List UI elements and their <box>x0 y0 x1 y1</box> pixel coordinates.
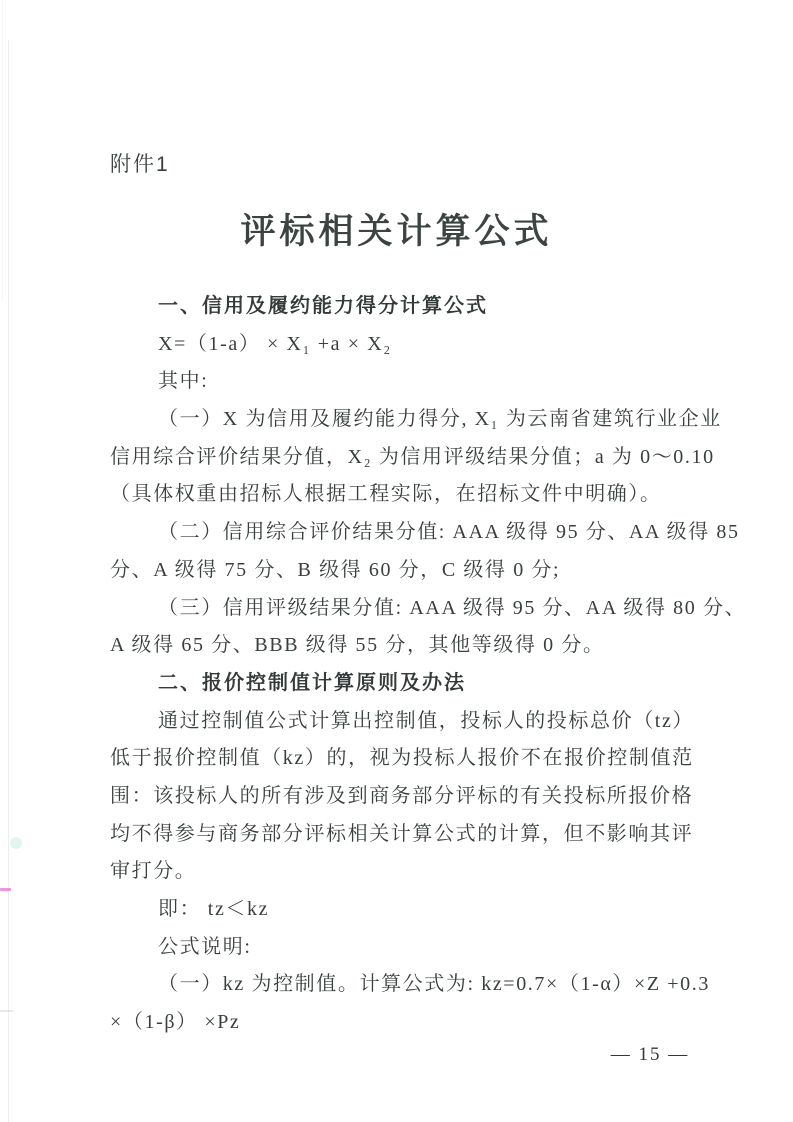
text-line: （二）信用综合评价结果分值: AAA 级得 95 分、AA 级得 85 <box>158 521 740 544</box>
text-line: 审打分。 <box>110 860 197 883</box>
scan-artifact-tick <box>0 1010 13 1012</box>
page-number: — 15 — <box>610 1044 690 1065</box>
text-line: A 级得 65 分、BBB 级得 55 分，其他等级得 0 分。 <box>110 634 605 657</box>
scan-edge-line <box>8 40 9 1122</box>
text-line: 其中: <box>158 370 209 393</box>
section-2-heading: 二、报价控制值计算原则及办法 <box>158 671 466 694</box>
formula-x: X=（1-a） × X₁ +a × X₂ <box>158 332 392 355</box>
formula-tz-kz: 即： tz＜kz <box>158 898 270 920</box>
formula-kz-cont: ×（1-β） ×Pz <box>110 1011 241 1034</box>
text-line: （一）X 为信用及履约能力得分, X₁ 为云南省建筑行业企业 <box>158 408 722 431</box>
text-line: 分、A 级得 75 分、B 级得 60 分，C 级得 0 分; <box>110 558 561 581</box>
formula-kz: （一）kz 为控制值。计算公式为: kz=0.7×（1-α）×Z +0.3 <box>158 973 710 996</box>
scan-artifact-cyan <box>10 837 22 849</box>
text-line: 信用综合评价结果分值，X₂ 为信用评级结果分值；a 为 0～0.10 <box>110 445 715 468</box>
text-line: 公式说明: <box>158 935 252 958</box>
page-title: 评标相关计算公式 <box>240 212 553 251</box>
text-line: 通过控制值公式计算出控制值，投标人的投标总价（tz） <box>158 709 695 732</box>
scan-artifact-pink <box>0 888 11 891</box>
scan-edge-line-faint <box>2 0 3 300</box>
attachment-label: 附件1 <box>110 153 170 176</box>
text-line: 均不得参与商务部分评标相关计算公式的计算，但不影响其评 <box>110 822 694 845</box>
section-1-heading: 一、信用及履约能力得分计算公式 <box>158 295 488 317</box>
text-line: （具体权重由招标人根据工程实际，在招标文件中明确）。 <box>110 483 662 506</box>
text-line: 围：该投标人的所有涉及到商务部分评标的有关投标所报价格 <box>110 784 694 807</box>
text-line: （三）信用评级结果分值: AAA 级得 95 分、AA 级得 80 分、 <box>158 596 747 619</box>
document-body <box>110 288 747 1042</box>
text-line: 低于报价控制值（kz）的，视为投标人报价不在报价控制值范 <box>110 747 694 770</box>
